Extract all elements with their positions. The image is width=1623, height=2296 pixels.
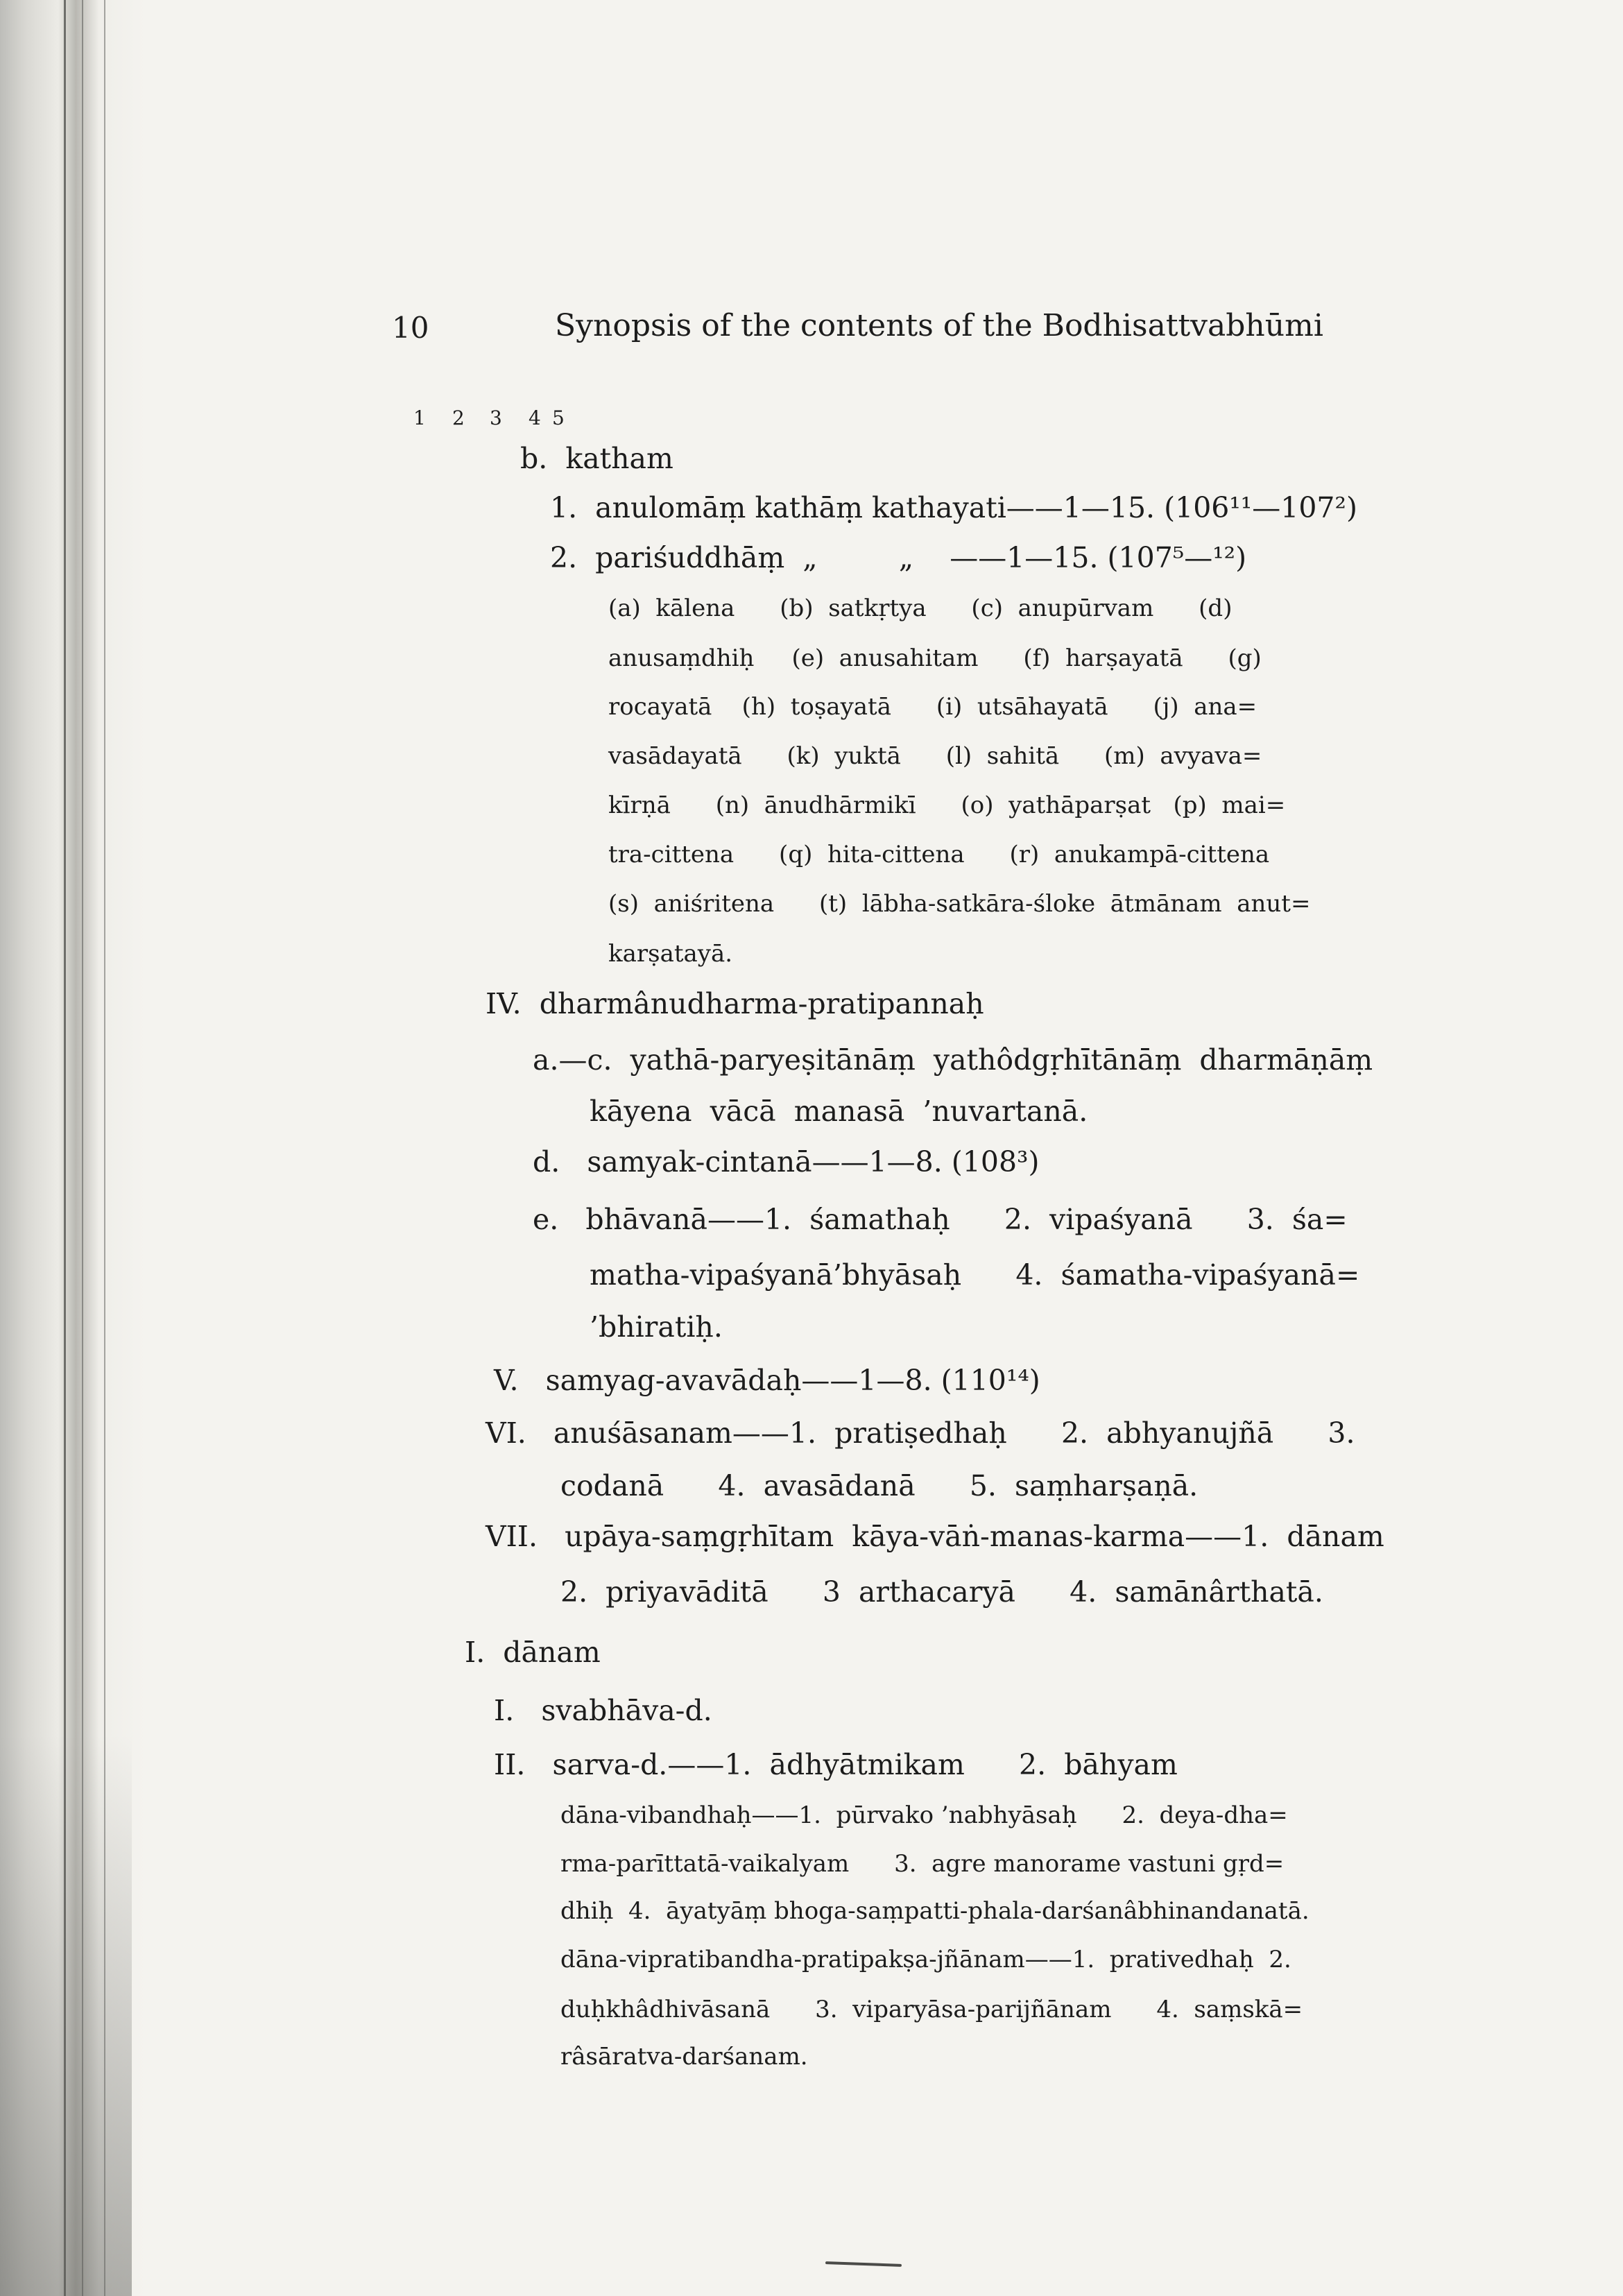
page-title: Synopsis of the contents of the Bodhisattvabhūmi: [555, 308, 1323, 343]
text-line: codanā 4. avasādanā 5. saṃharṣaṇā.: [560, 1469, 1199, 1502]
column-marker: 3: [490, 406, 502, 429]
column-marker: 4: [529, 406, 541, 429]
text-line: (a) kālena (b) satkṛtya (c) anupūrvam (d): [608, 594, 1233, 622]
section-heading: II. sarva-d.——1. ādhyātmikam 2. bāhyam: [494, 1748, 1178, 1781]
text-line: duḥkhâdhivāsanā 3. viparyāsa-parijñānam 4. saṃskā=: [560, 1996, 1303, 2023]
text-line: a.—c. yathā-paryeṣitānāṃ yathôdgṛhītānāṃ dharmāṇāṃ: [533, 1043, 1373, 1077]
section-heading: VI. anuśāsanam——1. pratiṣedhaḥ 2. abhyanujñā 3.: [486, 1416, 1355, 1450]
chapter-heading: I. dānam: [465, 1636, 601, 1669]
text-line: matha-vipaśyanā’bhyāsaḥ 4. śamatha-vipaśyanā=: [590, 1258, 1360, 1292]
text-line: tra-cittena (q) hita-cittena (r) anukampā-cittena: [608, 841, 1270, 868]
text-line: dāna-vibandhaḥ——1. pūrvako ’nabhyāsaḥ 2. deya-dha=: [560, 1801, 1288, 1829]
text-line: kāyena vācā manasā ’nuvartanā.: [590, 1095, 1088, 1128]
column-marker: 1: [413, 406, 426, 429]
text-line: 2. pariśuddhāṃ „ „ ——1—15. (107⁵—¹²): [550, 541, 1247, 574]
text-line: 2. priyavāditā 3 arthacaryā 4. samānârthatā.: [560, 1575, 1323, 1609]
text-line: 1. anulomāṃ kathāṃ kathayati——1—15. (106¹¹—107²): [550, 491, 1357, 524]
section-heading: VII. upāya-saṃgṛhītam kāya-vāṅ-manas-karma——1. dānam: [486, 1520, 1384, 1553]
text-line: rma-parīttatā-vaikalyam 3. agre manorame vastuni gṛd=: [560, 1850, 1285, 1878]
page-number: 10: [392, 311, 429, 345]
text-line: ’bhiratiḥ.: [590, 1310, 723, 1344]
text-line: vasādayatā (k) yuktā (l) sahitā (m) avyava=: [608, 742, 1262, 770]
text-line: anusaṃdhiḥ (e) anusahitam (f) harṣayatā (g): [608, 644, 1262, 672]
text-line: karṣatayā.: [608, 940, 733, 968]
section-heading: I. svabhāva-d.: [494, 1694, 712, 1727]
text-line: dhiḥ 4. āyatyāṃ bhoga-saṃpatti-phala-darśanâbhinandanatā.: [560, 1897, 1309, 1925]
stray-mark: [825, 2261, 902, 2267]
spine-lower-shadow: [0, 1734, 132, 2296]
text-line: kīrṇā (n) ānudhārmikī (o) yathāparṣat (p) mai=: [608, 791, 1286, 819]
text-line: dāna-vipratibandha-pratipakṣa-jñānam——1. prativedhaḥ 2.: [560, 1946, 1291, 1973]
text-line: rocayatā (h) toṣayatā (i) utsāhayatā (j) ana=: [608, 693, 1257, 721]
text-line: e. bhāvanā——1. śamathaḥ 2. vipaśyanā 3. śa=: [533, 1203, 1348, 1236]
section-heading: IV. dharmânudharma-pratipannaḥ: [486, 987, 984, 1020]
text-line: (s) aniśritena (t) lābha-satkāra-śloke ātmānam anut=: [608, 890, 1311, 918]
column-marker: 2: [452, 406, 465, 429]
text-line: d. samyak-cintanā——1—8. (108³): [533, 1145, 1040, 1179]
section-heading: V. samyag-avavādaḥ——1—8. (110¹⁴): [494, 1364, 1040, 1397]
text-line: b. katham: [520, 442, 673, 475]
book-spine-shadow: [0, 0, 146, 2296]
column-marker: 5: [552, 406, 565, 429]
text-line: râsāratva-darśanam.: [560, 2043, 808, 2071]
